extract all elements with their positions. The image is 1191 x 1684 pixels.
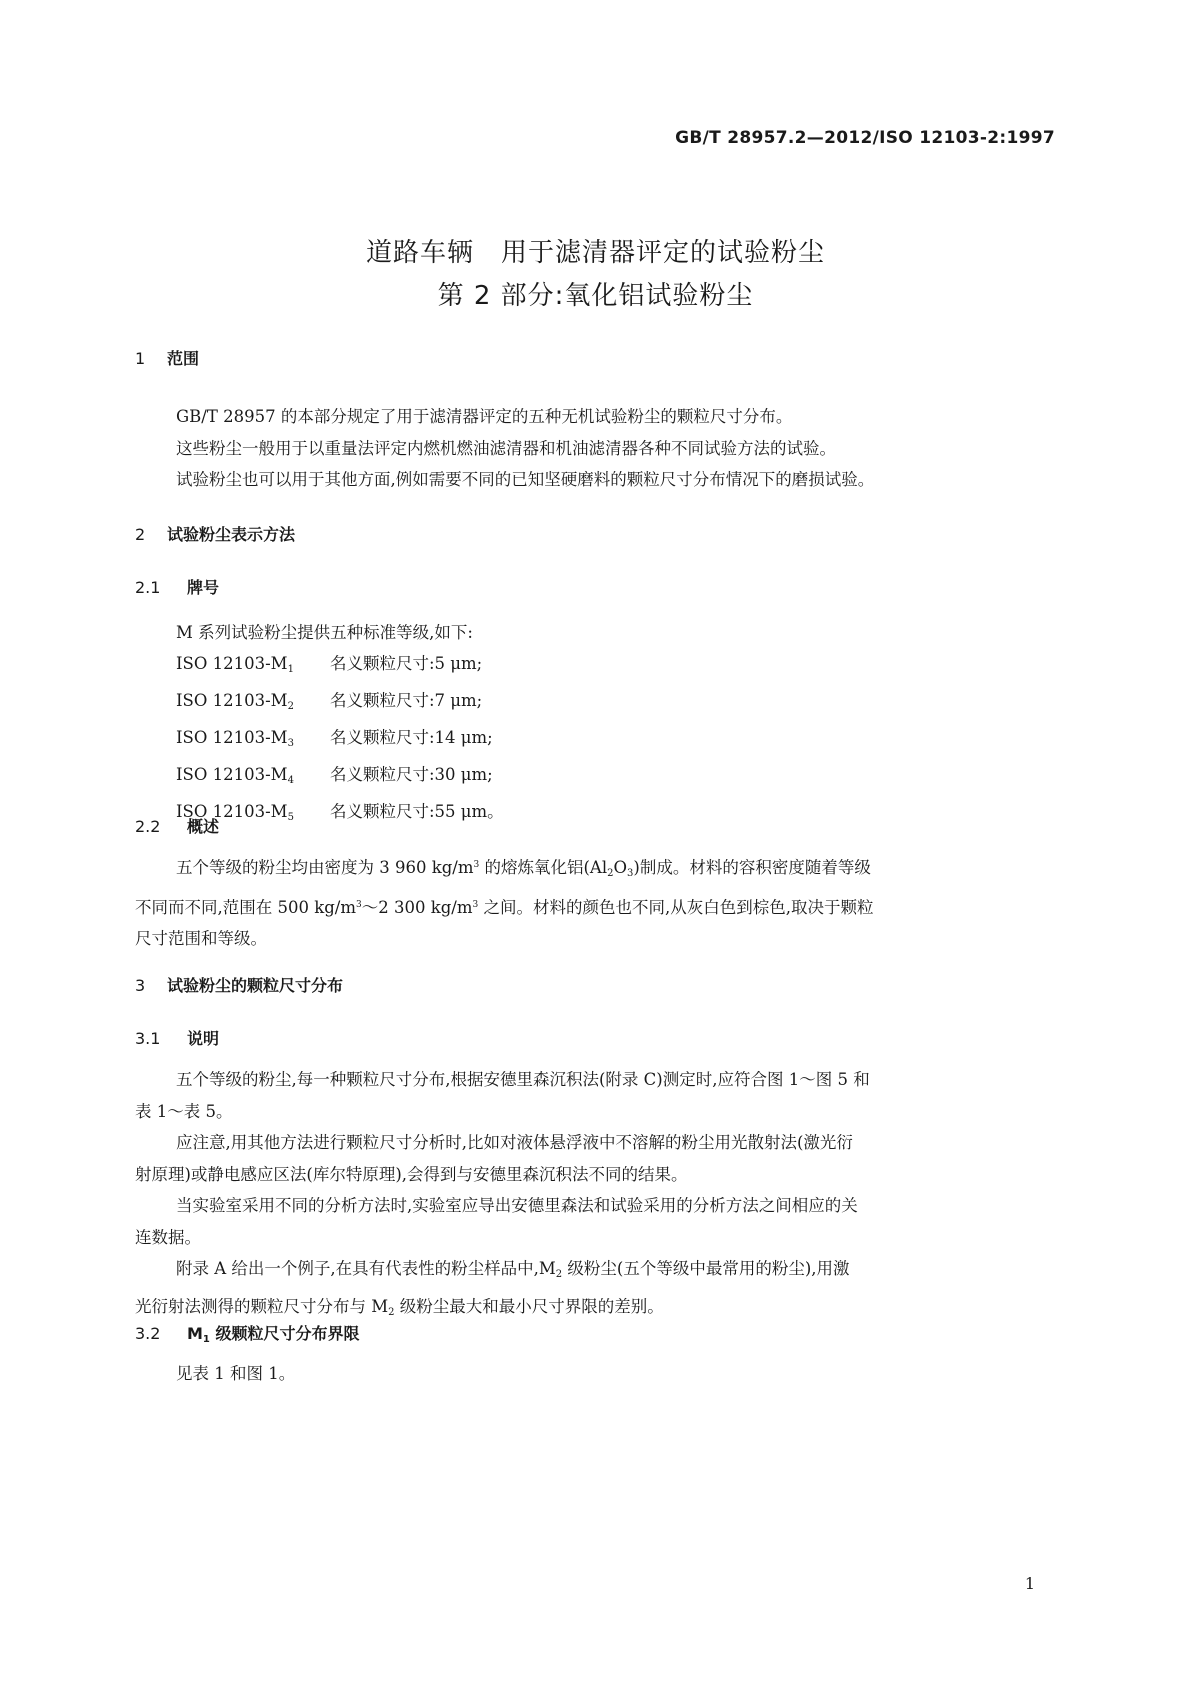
list-item: ISO $12103-M_5$ 名义颗粒尺寸:55 μm。 <box>176 802 504 823</box>
list-item: ISO $12103-M_4$ 名义颗粒尺寸:30 μm; <box>176 765 493 786</box>
paragraph-line: 尺寸范围和等级。 <box>135 929 267 948</box>
section-number: 3.2 <box>135 1324 161 1343</box>
section-3-2-heading <box>135 1321 359 1345</box>
list-item: ISO $12103-M_1$ 名义颗粒尺寸:5 μm; <box>176 654 483 675</box>
section-number: 2.1 <box>135 578 161 597</box>
paragraph-line: 表 1～表 5。 <box>135 1101 233 1121</box>
paragraph: 见表 1 和图 1。 <box>176 1364 296 1383</box>
section-3-2-body <box>135 1358 1059 1390</box>
section-number: 1 <box>135 349 146 368</box>
section-title: 范围 <box>167 349 200 368</box>
list-intro: M 系列试验粉尘提供五种标准等级,如下: <box>176 623 473 642</box>
section-title: $M_1$ 级颗粒尺寸分布界限 <box>187 1324 360 1345</box>
section-title: 试验粉尘表示方法 <box>167 525 296 544</box>
paragraph-line: 光衍射法测得的颗粒尺寸分布与 $M_2$ 级粉尘最大和最小尺寸界限的差别。 <box>135 1296 664 1318</box>
paragraph-line: 五个等级的粉尘,每一种颗粒尺寸分布,根据安德里森沉积法(附录 C)测定时,应符合图 1～图 5 和 <box>176 1070 870 1089</box>
section-2-1-heading <box>135 575 219 598</box>
title-line-1: 道路车辆 用于滤清器评定的试验粉尘 <box>365 238 825 268</box>
section-1-heading <box>135 346 199 369</box>
section-2-2-body <box>135 850 1059 955</box>
paragraph: GB/T 28957 的本部分规定了用于滤清器评定的五种无机试验粉尘的颗粒尺寸分布。 <box>176 407 793 426</box>
paragraph: 这些粉尘一般用于以重量法评定内燃机燃油滤清器和机油滤清器各种不同试验方法的试验。 <box>176 438 836 458</box>
section-title: 概述 <box>187 817 220 836</box>
section-3-1-body <box>135 1064 1059 1328</box>
section-3-1-heading <box>135 1026 219 1049</box>
list-item: ISO $12103-M_3$ 名义颗粒尺寸:14 μm; <box>176 728 493 749</box>
section-2-2-heading <box>135 814 219 837</box>
standard-code: GB/T 28957.2—2012/ISO 12103-2:1997 <box>675 128 1055 148</box>
section-3-heading <box>135 973 343 996</box>
grade-list <box>176 617 504 833</box>
paragraph-line: 应注意,用其他方法进行颗粒尺寸分析时,比如对液体悬浮液中不溶解的粉尘用光散射法(激光衍 <box>176 1133 853 1152</box>
paragraph-line: 连数据。 <box>135 1227 201 1247</box>
page-number: 1 <box>1024 1574 1035 1593</box>
section-number: 3.1 <box>135 1029 161 1048</box>
paragraph-line: 附录 A 给出一个例子,在具有代表性的粉尘样品中$,M_2$ 级粉尘(五个等级中最常用的粉尘),用激 <box>176 1259 850 1280</box>
paragraph-line: 当实验室采用不同的分析方法时,实验室应导出安德里森法和试验采用的分析方法之间相应的关 <box>176 1196 858 1215</box>
section-title: 说明 <box>187 1029 220 1048</box>
section-number: 3 <box>135 976 146 995</box>
paragraph-line: 不同而不同,范围在 500 $kg/m^3\sim 2$ 300 $kg/m^3$ 之间。材料的颜色也不同,从灰白色到棕色,取决于颗粒 <box>135 897 874 917</box>
section-2-heading <box>135 522 295 545</box>
paragraph-line: 五个等级的粉尘均由密度为 3 960 $kg/m^3$ 的熔炼氧化铝$(Al_2O_3)$制成。材料的容积密度随着等级 <box>176 858 871 879</box>
section-1-body <box>135 401 1059 496</box>
paragraph-line: 射原理)或静电感应区法(库尔特原理),会得到与安德里森沉积法不同的结果。 <box>135 1164 688 1184</box>
title-line-2: 第 2 部分:氧化铝试验粉尘 <box>437 281 754 311</box>
section-number: 2.2 <box>135 817 161 836</box>
section-number: 2 <box>135 525 146 544</box>
list-item: ISO $12103-M_2$ 名义颗粒尺寸:7 μm; <box>176 691 483 712</box>
section-title: 试验粉尘的颗粒尺寸分布 <box>167 976 344 995</box>
section-title: 牌号 <box>187 578 220 597</box>
paragraph: 试验粉尘也可以用于其他方面,例如需要不同的已知坚硬磨料的颗粒尺寸分布情况下的磨损试验。 <box>176 470 875 489</box>
